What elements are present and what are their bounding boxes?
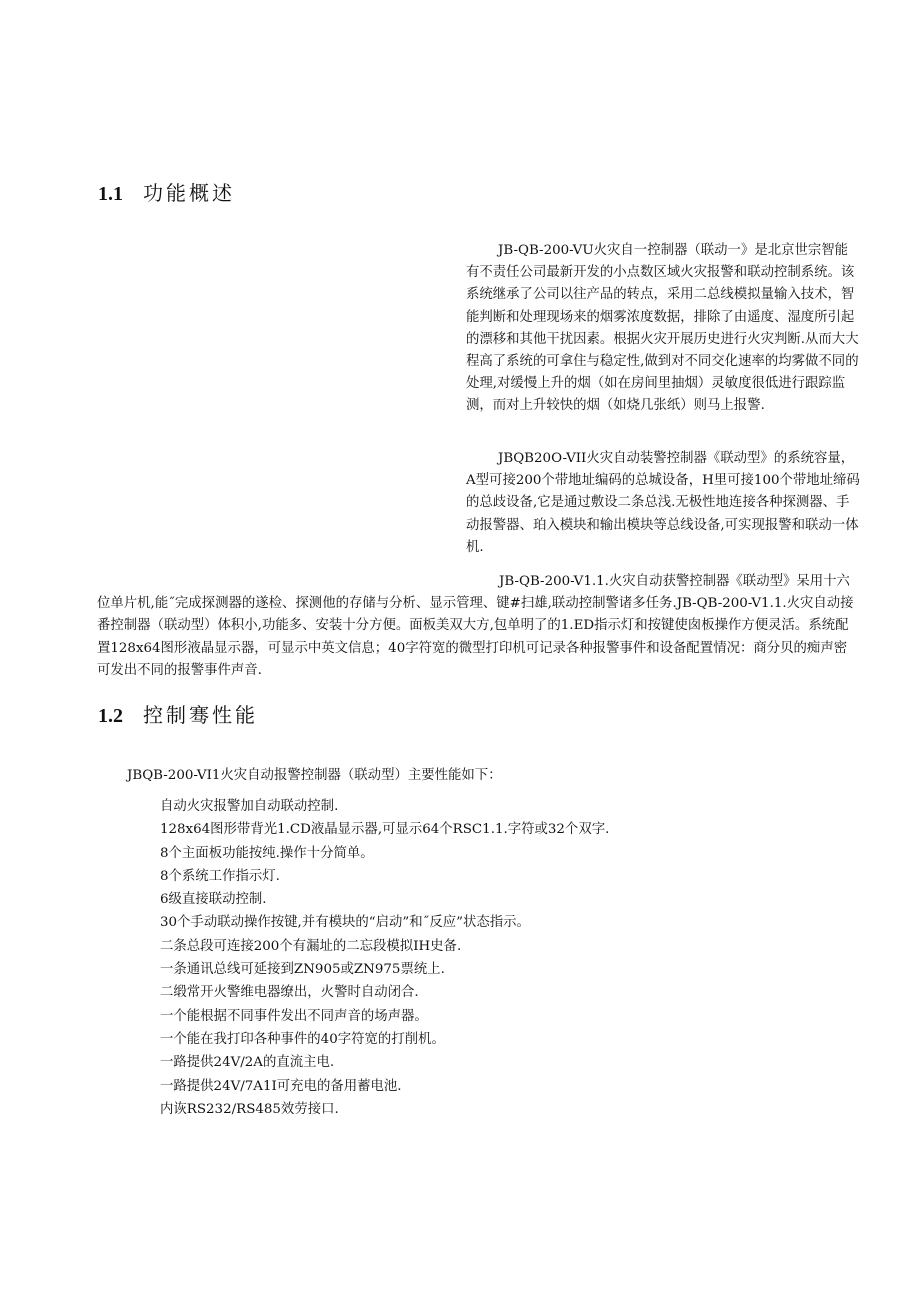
list-item: 8个系统工作指示灯. (160, 868, 280, 884)
list-item: 二条总段可连接200个有漏址的二忘段模拟IH史备. (160, 938, 462, 954)
section-title: 功能概述 (143, 181, 235, 205)
list-item: 128x64图形带背光1.CD液晶显示器,可显示64个RSC1.1.字符或32个双字. (160, 822, 610, 838)
list-item: 一个能在我打印各种事件的40字符宽的打削机。 (160, 1031, 445, 1047)
performance-intro: JBQB-200-VI1火灾自动报警控制器（联动型）主要性能如下： (127, 768, 502, 783)
list-item: 一路提供24V/2A的直流主电. (160, 1055, 335, 1071)
list-item: 一路提供24V/7A1I可充电的备用蓄电池. (160, 1078, 402, 1094)
list-item: 二缎常开火警维电器缭出，火警时自动闭合. (160, 985, 419, 1001)
list-item: 8个主面板功能按纯.操作十分简单。 (160, 845, 374, 861)
list-item: 6级直接联动控制. (160, 892, 267, 908)
section-title: 控制骞性能 (143, 703, 258, 727)
performance-list (160, 795, 609, 1121)
overview-paragraph-2: JBQB20O-VII火灾自动装警控制器《联动型》的系统容量，A型可接200个带地址编码的总城设备，H里可接100个带地址缔码的总歧设备,它是通过敷设二条总浅.无极性地连接各种探测器、手动报警器、珀入模块和输出模块等总线设备,可实现报警和联动一体机. (466, 451, 860, 555)
section-number: 1.1 (98, 183, 123, 205)
section-heading-1-1 (98, 180, 235, 207)
overview-paragraph-3: JB-QB-200-V1.1.火灾自动获警控制器《联动型》呆用十六位单片机,能˝完成探测器的遂检、探测他的存储与分析、显示管理、键#扫雄,联动控制警诸多任务.JB-QB-200-V1.1.火灾自动接番控制器（联动型）体积小,功能多、安装十分方便。面板美双大方,包单明了的1.ED指示灯和按键使囱板操作方便灵活。系统配置128x64图形液晶显示器，可显示中英文信息；40字符宽的微型打印机可记录各种报警事件和设备配置情况：商分贝的痴声密可发出不同的报警事件声音. (97, 574, 854, 678)
section-number: 1.2 (98, 705, 123, 727)
list-item: 一条通讯总线可延接到ZN905或ZN975票统上. (160, 962, 445, 978)
list-item: 30个手动联动操作按键,并有模块的“启动”和˝反应”状态指示。 (160, 915, 530, 931)
section-heading-1-2 (98, 702, 258, 729)
list-item: 自动火灾报警加自动联动控制. (160, 799, 339, 814)
overview-paragraph-1: JB-QB-200-VU火灾自一控制器（联动一》是北京世宗智能有不责任公司最新开发的小点数区域火灾报警和联动控制系统。该系统继承了公司以往产品的转点，采用二总线模拟量输入技术，智能判断和处理现场来的烟雾浓度数据，排除了由遥度、湿度所引起的漂移和其他干扰因素。根据火灾开展历史进行火灾判断.从而大大程高了系统的可拿住与稳定性,做到对不同交化速率的均雾做不同的处理,对缓慢上升的烟（如在房间里抽烟）灵敏度很低进行跟踪监测，而对上升较快的烟（如烧几张纸）则马上报警. (466, 243, 859, 414)
list-item: 一个能根据不同事件发出不同声音的场声器。 (160, 1008, 428, 1024)
list-item: 内诙RS232/RS485效劳接口. (160, 1101, 339, 1117)
